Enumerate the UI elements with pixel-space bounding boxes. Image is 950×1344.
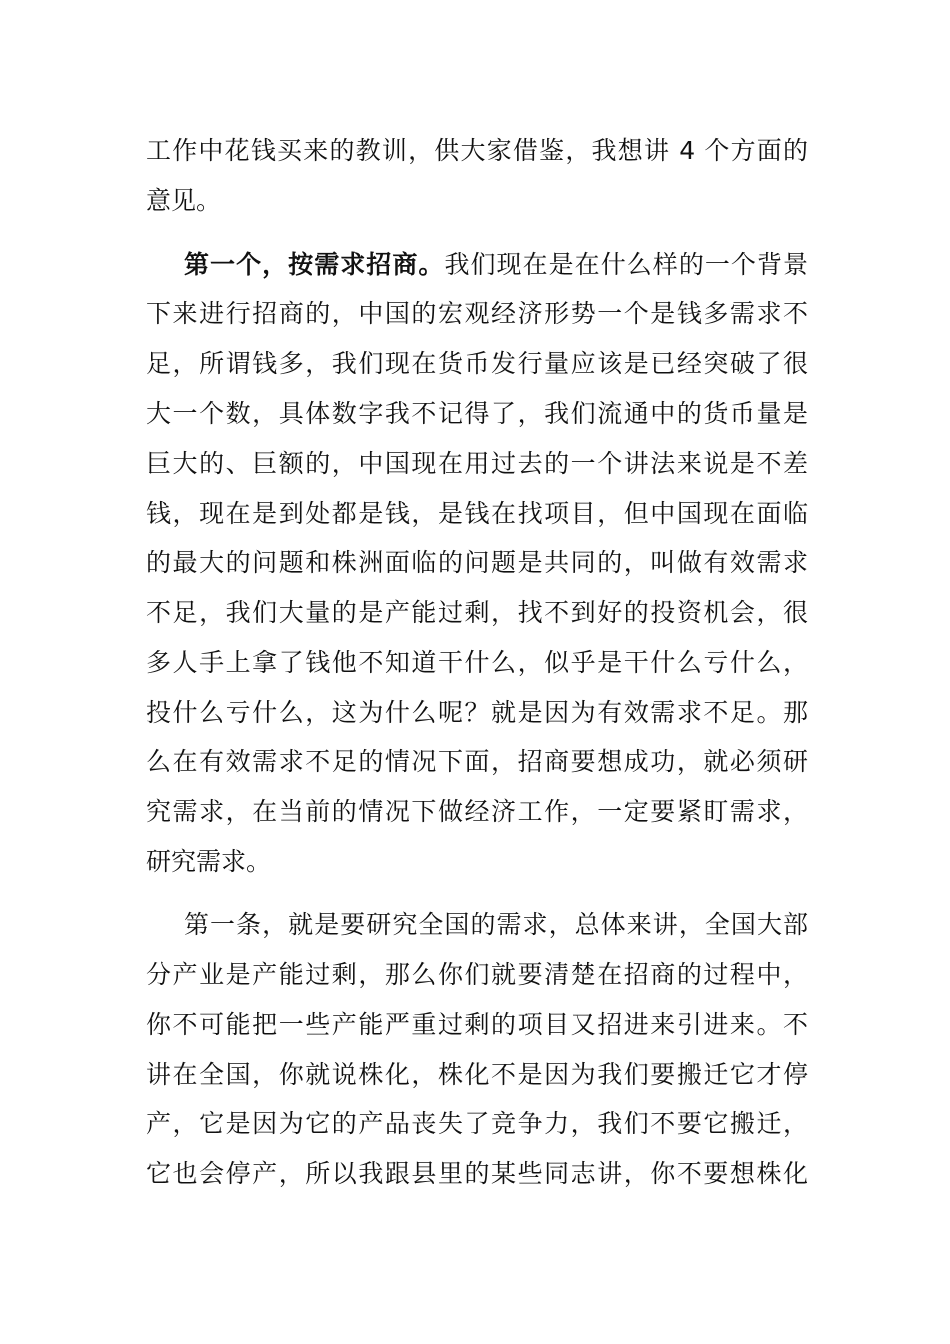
text-line: 不足，我们大量的是产能过剩，找不到好的投资机会，很 [146,598,808,627]
text-line: 多人手上拿了钱他不知道干什么，似乎是干什么亏什么， [146,648,808,677]
text-line: 足，所谓钱多，我们现在货币发行量应该是已经突破了很 [146,349,808,378]
text-line: 钱，现在是到处都是钱，是钱在找项目，但中国现在面临 [146,499,808,528]
paragraph-first-line [184,245,808,285]
text-line: 你不可能把一些产能严重过剩的项目又招进来引进来。不 [146,1010,808,1039]
text-line: 意见。 [146,186,222,215]
text-line: 的最大的问题和株洲面临的问题是共同的，叫做有效需求 [146,548,808,577]
paragraph-first-line: 第一条，就是要研究全国的需求，总体来讲，全国大部 [184,910,808,939]
text-line: 研究需求。 [146,847,272,876]
text-line: 究需求，在当前的情况下做经济工作，一定要紧盯需求， [146,797,808,826]
text-line: 投什么亏什么，这为什么呢？就是因为有效需求不足。那 [146,698,808,727]
text-line: 下来进行招商的，中国的宏观经济形势一个是钱多需求不 [146,299,808,328]
text-line: 巨大的、巨额的，中国现在用过去的一个讲法来说是不差 [146,449,808,478]
text-line: 分产业是产能过剩，那么你们就要清楚在招商的过程中， [146,960,808,989]
text-line: 么在有效需求不足的情况下面，招商要想成功，就必须研 [146,747,808,776]
text-line: 讲在全国，你就说株化，株化不是因为我们要搬迁它才停 [146,1060,808,1089]
text-line: 工作中花钱买来的教训，供大家借鉴，我想讲 4 个方面的 [146,136,808,165]
text-line: 它也会停产，所以我跟县里的某些同志讲，你不要想株化 [146,1159,808,1188]
text-line: 大一个数，具体数字我不记得了，我们流通中的货币量是 [146,399,808,428]
text-span: 我们现在是在什么样的一个背景 [444,250,808,279]
section-heading: 第一个，按需求招商。 [184,250,445,279]
text-line: 产，它是因为它的产品丧失了竞争力，我们不要它搬迁， [146,1109,808,1138]
